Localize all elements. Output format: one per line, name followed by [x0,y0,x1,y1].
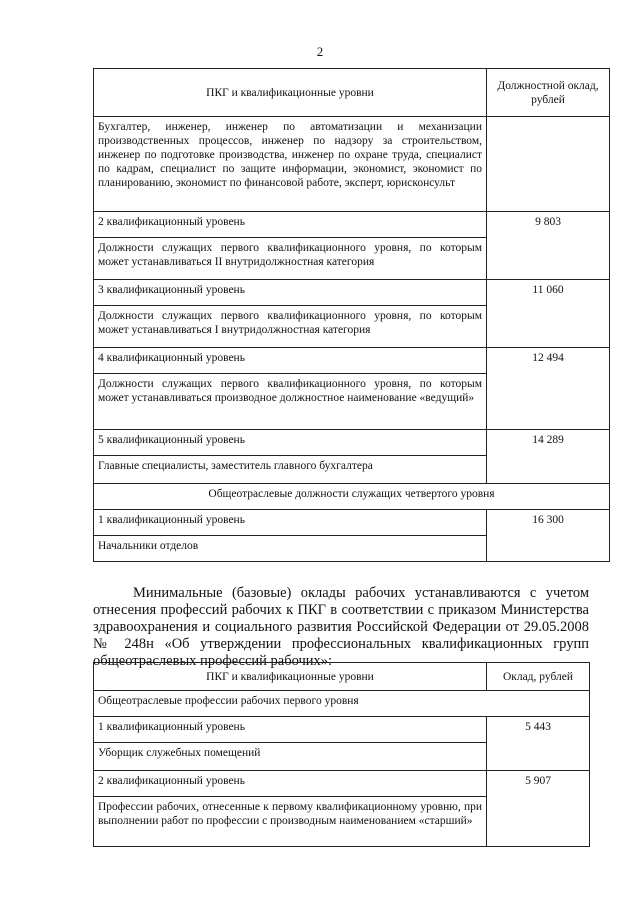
table2-header-salary: Оклад, рублей [487,663,590,691]
salary-table-workers [93,662,590,847]
table1-level-4: 4 квалификационный уровень [94,348,487,374]
table1-section-level-1-desc: Начальники отделов [94,536,487,562]
table1-level-3-desc: Должности служащих первого квалификационного уровня, по которым может устанавливаться I внутридолжностная категория [94,306,487,348]
table1-level-3: 3 квалификационный уровень [94,280,487,306]
table1-level-4-desc: Должности служащих первого квалификационного уровня, по которым может устанавливаться производное должностное наименование «ведущий» [94,374,487,430]
table1-section-heading: Общеотраслевые должности служащих четвертого уровня [94,484,610,510]
table2-level-1: 1 квалификационный уровень [94,717,487,743]
table1-level-2-desc: Должности служащих первого квалификационного уровня, по которым может устанавливаться II внутридолжностная категория [94,238,487,280]
table2-level-2-desc: Профессии рабочих, отнесенные к первому квалификационному уровню, при выполнении работ по профессии с производным наименованием «старший» [94,797,487,847]
table1-section-level-1: 1 квалификационный уровень [94,510,487,536]
table2-level-1-desc: Уборщик служебных помещений [94,743,487,771]
table1-first-row-positions: Бухгалтер, инженер, инженер по автоматизации и механизации производственных процессов, инженер по надзору за строительством, инженер по подготовке производства, инженер по охране труда, специалист по кадрам, специалист по защите информации, экономист, экономист по планированию, экономист по финансовой работе, эксперт, юрисконсульт [94,117,487,212]
table2-section-heading: Общеотраслевые профессии рабочих первого уровня [94,691,590,717]
table2-header-pkg: ПКГ и квалификационные уровни [94,663,487,691]
table1-salary-level-2: 9 803 [487,212,610,280]
table1-first-row-salary [487,117,610,212]
page-number: 2 [316,44,324,59]
table1-salary-level-5: 14 289 [487,430,610,484]
table1-header-pkg: ПКГ и квалификационные уровни [94,69,487,117]
table1-salary-level-3: 11 060 [487,280,610,348]
table1-level-5: 5 квалификационный уровень [94,430,487,456]
body-paragraph: Минимальные (базовые) оклады рабочих устанавливаются с учетом отнесения профессий рабочих к ПКГ в соответствии с приказом Министерства здравоохранения и социального развития Российской Федерации от 29.05.2008 № 248н «Об утверждении профессиональных квалификационных групп общеотраслевых профессий рабочих»: [93,584,589,669]
table2-level-2: 2 квалификационный уровень [94,771,487,797]
salary-table-employees [93,68,610,562]
table1-level-2: 2 квалификационный уровень [94,212,487,238]
table1-header-salary: Должностной оклад, рублей [487,69,610,117]
table1-salary-section-level-1: 16 300 [487,510,610,562]
table2-salary-level-2: 5 907 [487,771,590,847]
table1-level-5-desc: Главные специалисты, заместитель главного бухгалтера [94,456,487,484]
table2-salary-level-1: 5 443 [487,717,590,771]
table1-salary-level-4: 12 494 [487,348,610,430]
